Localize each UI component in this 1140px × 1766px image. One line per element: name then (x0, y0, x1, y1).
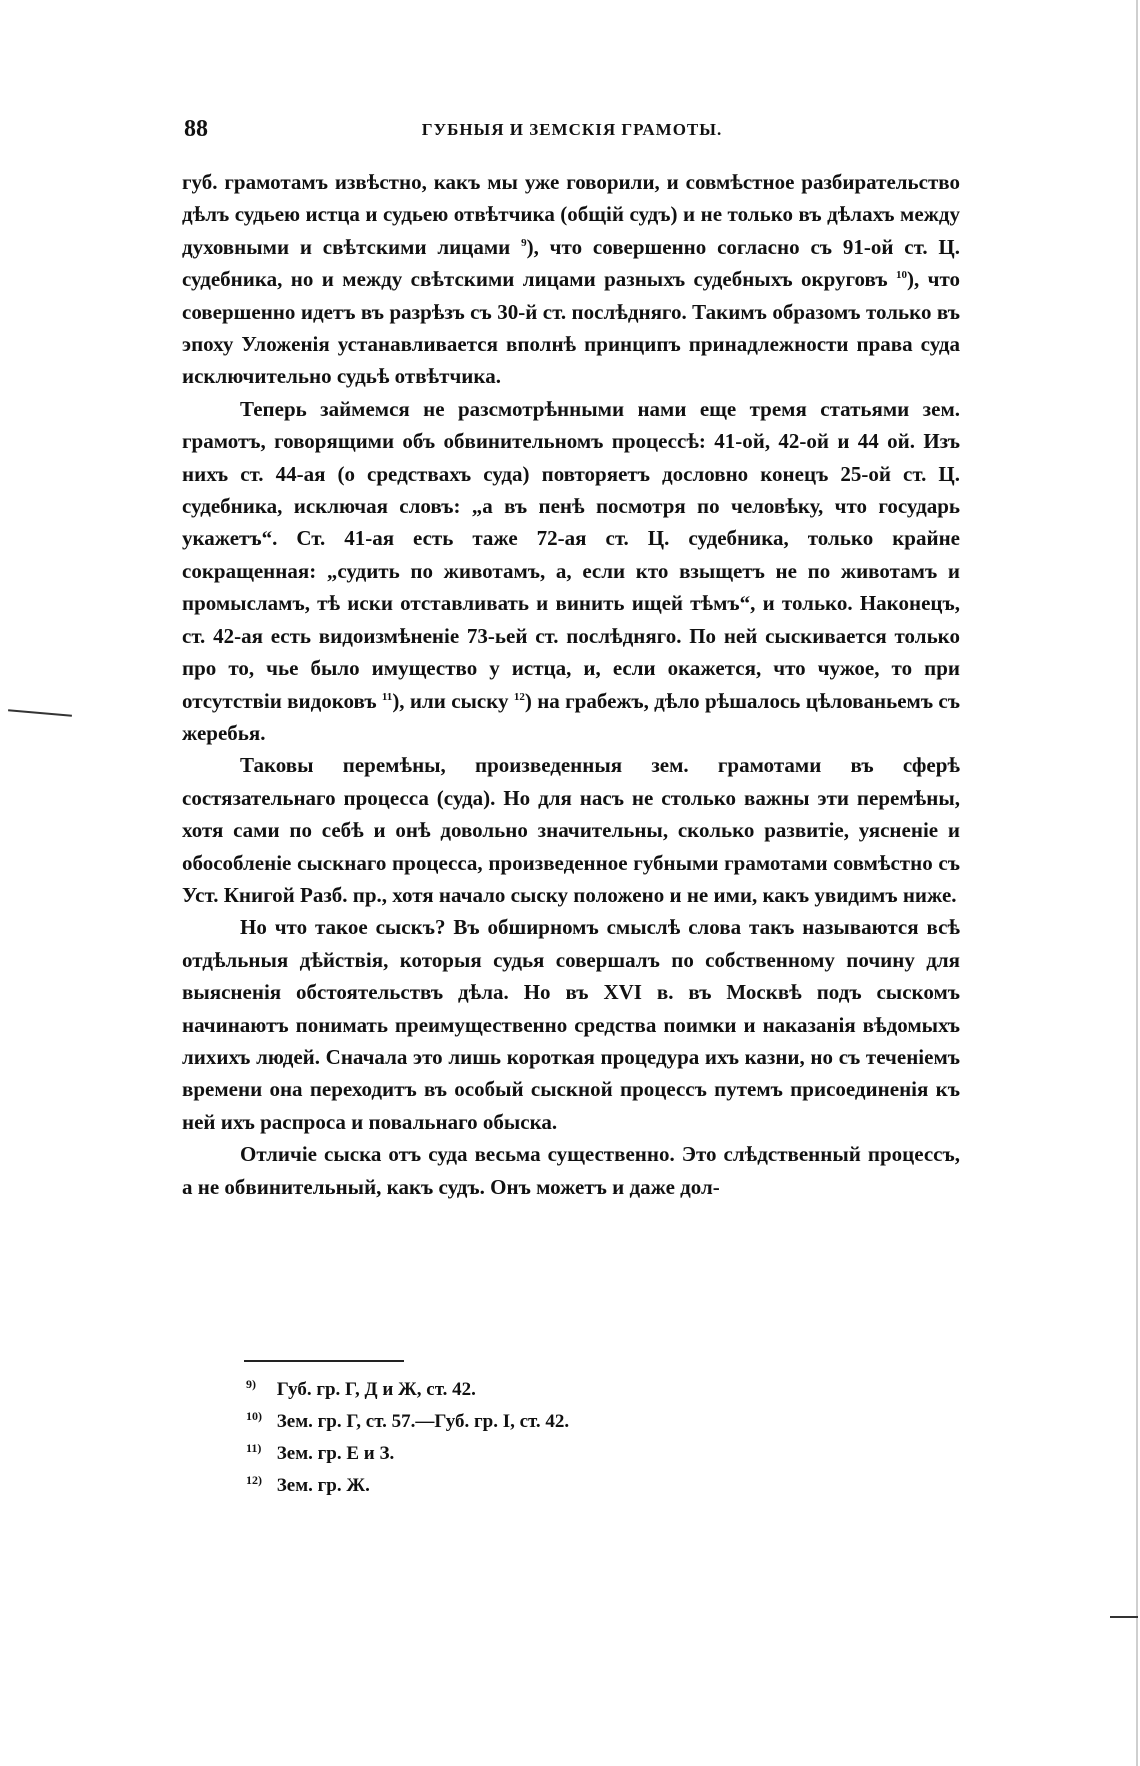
paragraph (182, 749, 960, 911)
margin-mark-left (8, 709, 72, 717)
footnote: 11) Зем. гр. Е и З. (246, 1440, 395, 1464)
text-segment: ) на грабежъ, дѣло рѣшалось цѣлованьемъ съ жеребья. (182, 688, 960, 745)
footnote: 9) Губ. гр. Г, Д и Ж, ст. 42. (246, 1376, 476, 1400)
footnote-text: Губ. гр. Г, Д и Ж, ст. 42. (276, 1379, 476, 1400)
paragraph (182, 393, 960, 749)
footnotes (246, 1374, 846, 1502)
text-segment: Но что такое сыскъ? Въ обширномъ смыслѣ слова такъ называются всѣ отдѣльныя дѣйствія, которыя судья совершалъ по собственному почину для выясненія обстоятельствъ дѣла. Но въ XVI в. въ Москвѣ подъ сыскомъ начинаютъ понимать преимущественно средства поимки и наказанія вѣдомыхъ лихихъ людей. Сначала это лишь короткая процедура ихъ казни, но съ теченіемъ времени она переходитъ въ особый сыскной процессъ путемъ присоединенія къ ней ихъ распроса и повальнаго обыска. (182, 915, 960, 1134)
body-text (182, 166, 960, 1203)
running-title: ГУБНЫЯ И ЗЕМСКІЯ ГРАМОТЫ. (421, 120, 723, 139)
paragraph (182, 911, 960, 1138)
text-segment: Теперь займемся не разсмотрѣнными нами еще тремя статьями зем. грамотъ, говорящими объ обвинительномъ процессѣ: 41-ой, 42-ой и 44 ой. Изъ нихъ ст. 44-ая (о средствахъ суда) повторяетъ дословно конецъ 25-ой ст. Ц. судебника, исключая словъ: „а въ пенѣ посмотря по человѣку, что государь укажетъ“. Ст. 41-ая есть таже 72-ая ст. Ц. судебника, только крайне сокращенная: „судить по животамъ, а, если кто взыщетъ не по животамъ и промысламъ, тѣ иски отставливать и винить ищей тѣмъ“, и только. Наконецъ, ст. 42-ая есть видоизмѣненіе 73-ьей ст. послѣдняго. По ней сыскивается только про то, чье было имущество у истца, и, если окажется, что чужое, то при отсутствіи видоковъ (182, 396, 960, 713)
page-edge-line (1136, 0, 1138, 1766)
text-segment: ), что совершенно согласно съ 91-ой ст. Ц. судебника, но и между свѣтскими лицами разныхъ судебныхъ округовъ (182, 234, 960, 292)
text-segment: ), или сыску (392, 688, 514, 713)
paragraph (182, 166, 960, 393)
footnote-text: Зем. гр. Ж. (276, 1475, 370, 1496)
text-segment: Отличіе сыска отъ суда весьма существенно. Это слѣдственный процессъ, а не обвинительный, какъ судъ. Онъ можетъ и даже дол- (182, 1142, 960, 1199)
text-segment: губ. грамотамъ извѣстно, какъ мы уже говорили, и совмѣстное разбирательство дѣлъ судьею истца и судьею отвѣтчика (общій судъ) и не только въ дѣлахъ между духовными и свѣтскими лицами (182, 170, 960, 259)
footnote-reference: 9 (521, 236, 527, 249)
footnote: 12) Зем. гр. Ж. (246, 1472, 370, 1496)
page-number: 88 (184, 116, 208, 142)
margin-mark-right (1110, 1616, 1138, 1618)
text-segment: ), что совершенно идетъ въ разрѣзъ съ 30-й ст. послѣдняго. Такимъ образомъ только въ эпоху Уложенія устанавливается вполнѣ принципъ принадлежности права суда исключительно судьѣ отвѣтчика. (182, 267, 961, 389)
footnote-reference: 12 (513, 690, 525, 703)
footnote-text: Зем. гр. Г, ст. 57.—Губ. гр. I, ст. 42. (276, 1411, 570, 1432)
page-header (184, 116, 960, 150)
footnote-reference: 11 (381, 690, 393, 703)
footnote-reference: 10 (895, 269, 907, 282)
footnote-rule (244, 1360, 404, 1362)
footnote-text: Зем. гр. Е и З. (276, 1443, 395, 1464)
footnote: 10) Зем. гр. Г, ст. 57.—Губ. гр. I, ст. 42. (246, 1408, 570, 1432)
text-segment: Таковы перемѣны, произведенныя зем. грамотами въ сферѣ состязательнаго процесса (суда). Но для насъ не столько важны эти перемѣны, хотя сами по себѣ и онѣ довольно значительны, сколько развитіе, уясненіе и обособленіе сыскнаго процесса, произведенное губными грамотами совмѣстно съ Уст. Книгой Разб. пр., хотя начало сыску положено и не ими, какъ увидимъ ниже. (182, 753, 960, 907)
paragraph (182, 1138, 960, 1203)
